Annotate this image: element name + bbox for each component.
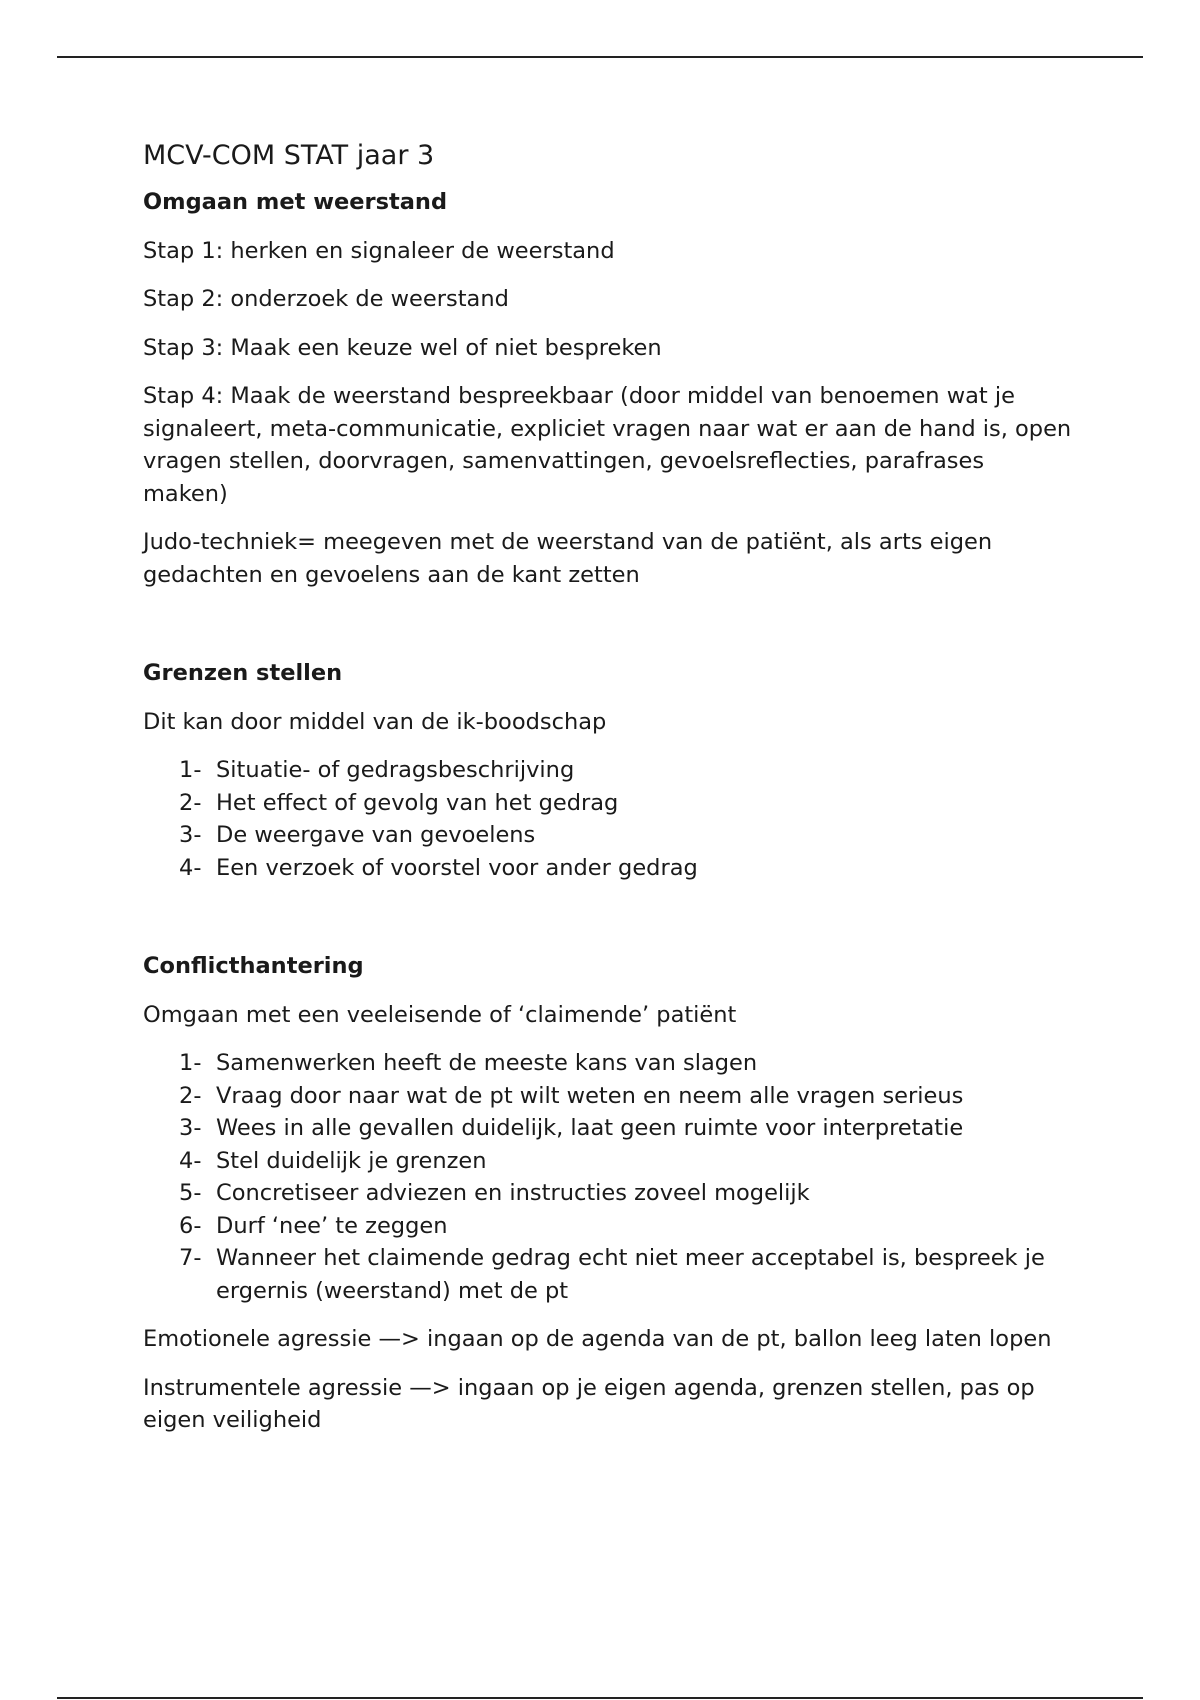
list-item	[143, 754, 1073, 787]
document-title: MCV-COM STAT jaar 3	[143, 140, 435, 171]
section-spacer	[143, 900, 1073, 950]
list-item-number: 6-	[179, 1212, 202, 1239]
list-item	[143, 1112, 1073, 1145]
list-item	[143, 1080, 1073, 1113]
grenzen-list	[143, 754, 1073, 884]
paragraph-emotionele-agressie: Emotionele agressie —> ingaan op de agenda van de pt, ballon leeg laten lopen	[143, 1326, 1052, 1352]
list-item-number: 3-	[179, 822, 202, 848]
section-heading-grenzen: Grenzen stellen	[143, 660, 343, 686]
list-item-number: 2-	[179, 789, 202, 816]
section-spacer	[143, 607, 1073, 657]
paragraph-stap-2: Stap 2: onderzoek de weerstand	[143, 286, 509, 312]
paragraph-stap-1: Stap 1: herken en signaleer de weerstand	[143, 237, 615, 264]
list-item-number: 4-	[179, 1147, 202, 1174]
list-item-number: 4-	[179, 854, 202, 881]
header-rule	[57, 56, 1143, 58]
list-item	[143, 1047, 1073, 1080]
list-item-number: 2-	[179, 1082, 202, 1109]
list-item	[143, 1242, 1073, 1307]
list-item-number: 5-	[179, 1180, 202, 1206]
list-item-text: Stel duidelijk je grenzen	[216, 1147, 487, 1174]
paragraph-judo-techniek: Judo-techniek= meegeven met de weerstand van de patiënt, als arts eigen gedachten en gevoelens aan de kant zetten	[143, 529, 993, 588]
list-item	[143, 787, 1073, 820]
list-item-text: Situatie- of gedragsbeschrijving	[216, 757, 575, 783]
section-heading-conflict: Conflicthantering	[143, 953, 364, 979]
list-item	[143, 1177, 1073, 1210]
list-item	[143, 819, 1073, 852]
list-item-text: Wees in alle gevallen duidelijk, laat geen ruimte voor interpretatie	[216, 1115, 964, 1141]
conflict-list	[143, 1047, 1073, 1307]
list-item-text: Een verzoek of voorstel voor ander gedrag	[216, 854, 698, 881]
list-item-text: Concretiseer adviezen en instructies zoveel mogelijk	[216, 1180, 810, 1206]
section-heading-weerstand: Omgaan met weerstand	[143, 189, 448, 215]
list-item-number: 7-	[179, 1245, 202, 1271]
list-item-text: Wanneer het claimende gedrag echt niet meer acceptabel is, bespreek je ergernis (weerstand) met de pt	[216, 1245, 1045, 1304]
list-item-number: 3-	[179, 1115, 202, 1141]
document-body	[143, 138, 1073, 1453]
list-item-text: Samenwerken heeft de meeste kans van slagen	[216, 1050, 758, 1076]
list-item	[143, 852, 1073, 885]
paragraph-stap-3: Stap 3: Maak een keuze wel of niet bespreken	[143, 334, 662, 361]
paragraph-stap-4: Stap 4: Maak de weerstand bespreekbaar (door middel van benoemen wat je signaleert, meta-communicatie, expliciet vragen naar wat er aan de hand is, open vragen stellen, doorvragen, samenvattingen, gevoelsreflecties, parafrases maken)	[143, 383, 1072, 507]
list-item-text: De weergave van gevoelens	[216, 822, 536, 848]
list-item-text: Vraag door naar wat de pt wilt weten en neem alle vragen serieus	[216, 1082, 964, 1109]
list-item-text: Durf ‘nee’ te zeggen	[216, 1212, 448, 1239]
paragraph-grenzen-intro: Dit kan door middel van de ik-boodschap	[143, 708, 607, 735]
list-item-text: Het effect of gevolg van het gedrag	[216, 789, 619, 816]
list-item-number: 1-	[179, 1050, 202, 1076]
list-item-number: 1-	[179, 757, 202, 783]
list-item	[143, 1210, 1073, 1243]
footer-rule	[57, 1697, 1143, 1699]
paragraph-instrumentele-agressie: Instrumentele agressie —> ingaan op je eigen agenda, grenzen stellen, pas op eigen veiligheid	[143, 1374, 1035, 1433]
paragraph-conflict-intro: Omgaan met een veeleisende of ‘claimende’ patiënt	[143, 1001, 737, 1028]
list-item	[143, 1145, 1073, 1178]
